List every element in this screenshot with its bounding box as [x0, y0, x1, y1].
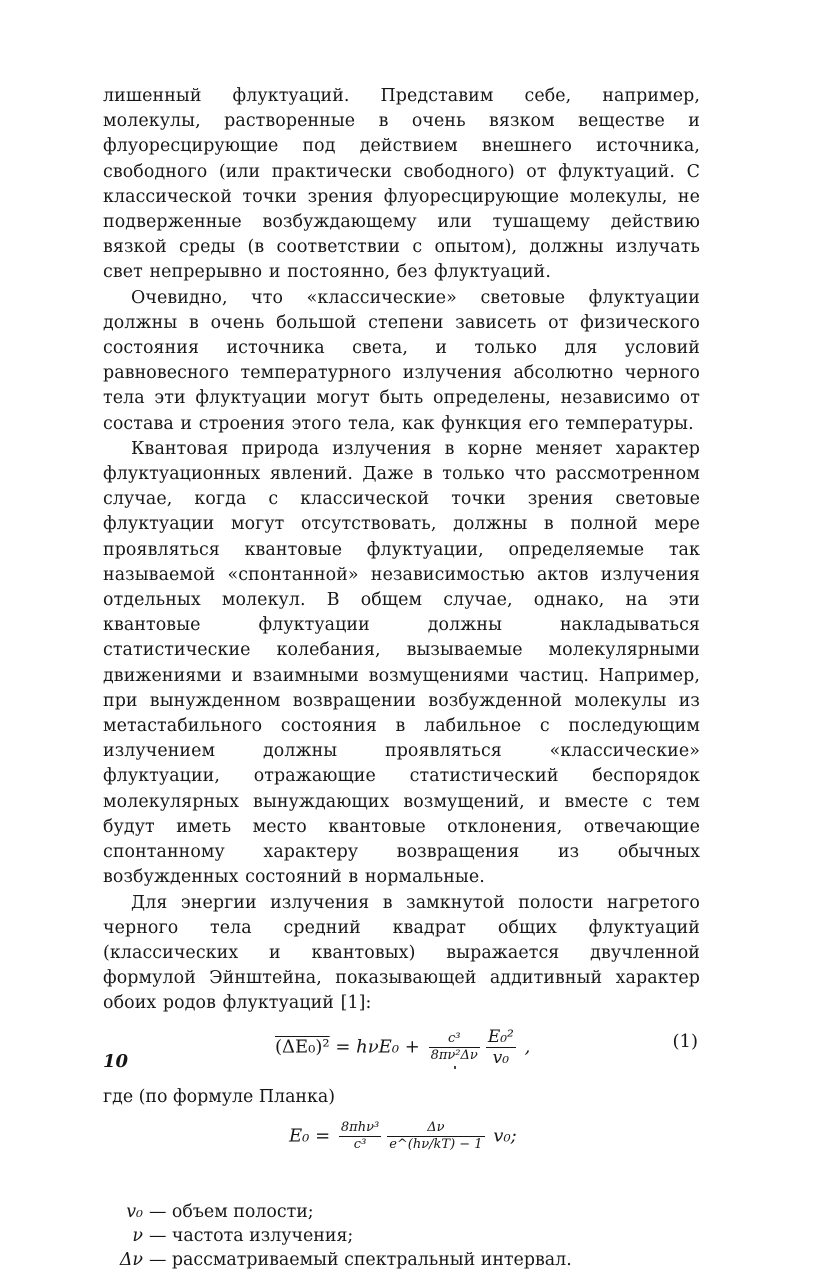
paragraph-3: Квантовая природа излучения в корне меняет характер флуктуационных явлений. Даже в только что рассмотренном случае, когда с классической точки зрения световые флуктуации могут отсутствовать, должны в полной мере проявляться квантовые флуктуации, определяемые так называемой «спонтанной» независимостью актов излучения отдельных молекул. В общем случае, однако, на эти квантовые флуктуации должны накладываться статистические колебания, вызываемые молекулярными движениями и взаимными возмущениями частиц. Например, при вынужденном возвращении возбужденной молекулы из метастабильного состояния в лабильное с последующим излучением должны проявляться «классические» флуктуации, отражающие статистический беспорядок молекулярных вынуждающих возмущений, и вместе с тем будут иметь место квантовые отклонения, отвечающие спонтанному характеру возвращения из обычных возбужденных состояний в нормальные.	[103, 438, 700, 888]
definition-text: — объем полости;	[149, 1201, 314, 1222]
definition-item	[103, 1200, 700, 1224]
definition-text: — рассматриваемый спектральный интервал.	[149, 1249, 572, 1270]
formula-1-frac-a-num: c³	[429, 1031, 480, 1048]
equation-number: (1)	[672, 1030, 698, 1052]
definitions-list	[103, 1200, 700, 1272]
formula-1-fraction-a	[429, 1031, 480, 1064]
formula-1-frac-b-num: E₀²	[487, 1026, 514, 1047]
formula-1-lhs: (ΔE₀)²	[275, 1036, 330, 1058]
formula-1-frac-a-den: 8πν²Δν	[430, 1047, 478, 1063]
formula-2-tail: v₀;	[487, 1125, 517, 1147]
formula-2-expression	[289, 1120, 517, 1153]
formula-2-frac-b-num: Δν	[387, 1120, 484, 1137]
formula-1-tail: ,	[518, 1036, 531, 1058]
formula-2	[103, 1116, 700, 1196]
paragraph-1: лишенный флуктуаций. Представим себе, например, молекулы, растворенные в очень вязком веществе и флуоресцирующие под действием внешнего источника, свободного (или практически свободного) от флуктуаций. С классической точки зрения флуоресцирующие молекулы, не подверженные возбуждающему или тушащему действию вязкой среды (в соответствии с опытом), должны излучать свет непрерывно и постоянно, без флуктуаций.	[103, 86, 700, 283]
definition-symbol: ν	[132, 1225, 143, 1246]
formula-2-fraction-b	[387, 1120, 484, 1153]
paragraph-2: Очевидно, что «классические» световые флуктуации должны в очень большой степени зависеть от физического состояния источника света, и только для условий равновесного температурного излучения абсолютно черного тела эти флуктуации могут быть определены, независимо от состава и строения этого тела, как функция его температуры.	[103, 287, 700, 434]
formula-2-frac-b-den: e^(hν/kT) − 1	[389, 1136, 483, 1152]
definition-item	[103, 1248, 700, 1272]
page-body	[103, 84, 700, 1272]
formula-1-expression	[275, 1027, 530, 1068]
formula-1-frac-b-den: v₀	[492, 1047, 510, 1068]
formula-1	[103, 1017, 700, 1081]
formula-1-fraction-b	[486, 1027, 516, 1068]
formula-2-frac-a-num: 8πhν³	[340, 1119, 380, 1135]
definition-item	[103, 1224, 700, 1248]
definition-text: — частота излучения;	[149, 1225, 354, 1246]
formula-2-lhs: E₀ =	[289, 1125, 336, 1147]
formula-2-fraction-a	[339, 1120, 381, 1153]
definition-symbol: Δν	[119, 1249, 143, 1270]
definition-symbol: v₀	[126, 1201, 143, 1222]
formula-2-frac-a-den: c³	[353, 1136, 367, 1152]
paragraph-4: Для энергии излучения в замкнутой полости нагретого черного тела средний квадрат общих флуктуаций (классических и квантовых) выражается двучленной формулой Эйнштейна, показывающей аддитивный характер обоих родов флуктуаций [1]:	[103, 892, 700, 1014]
formula-2-intro: где (по формуле Планка)	[103, 1086, 336, 1107]
page-number: 10	[103, 1051, 129, 1072]
formula-1-eq: = hνE₀ +	[329, 1036, 426, 1058]
scan-speck	[454, 1066, 456, 1069]
